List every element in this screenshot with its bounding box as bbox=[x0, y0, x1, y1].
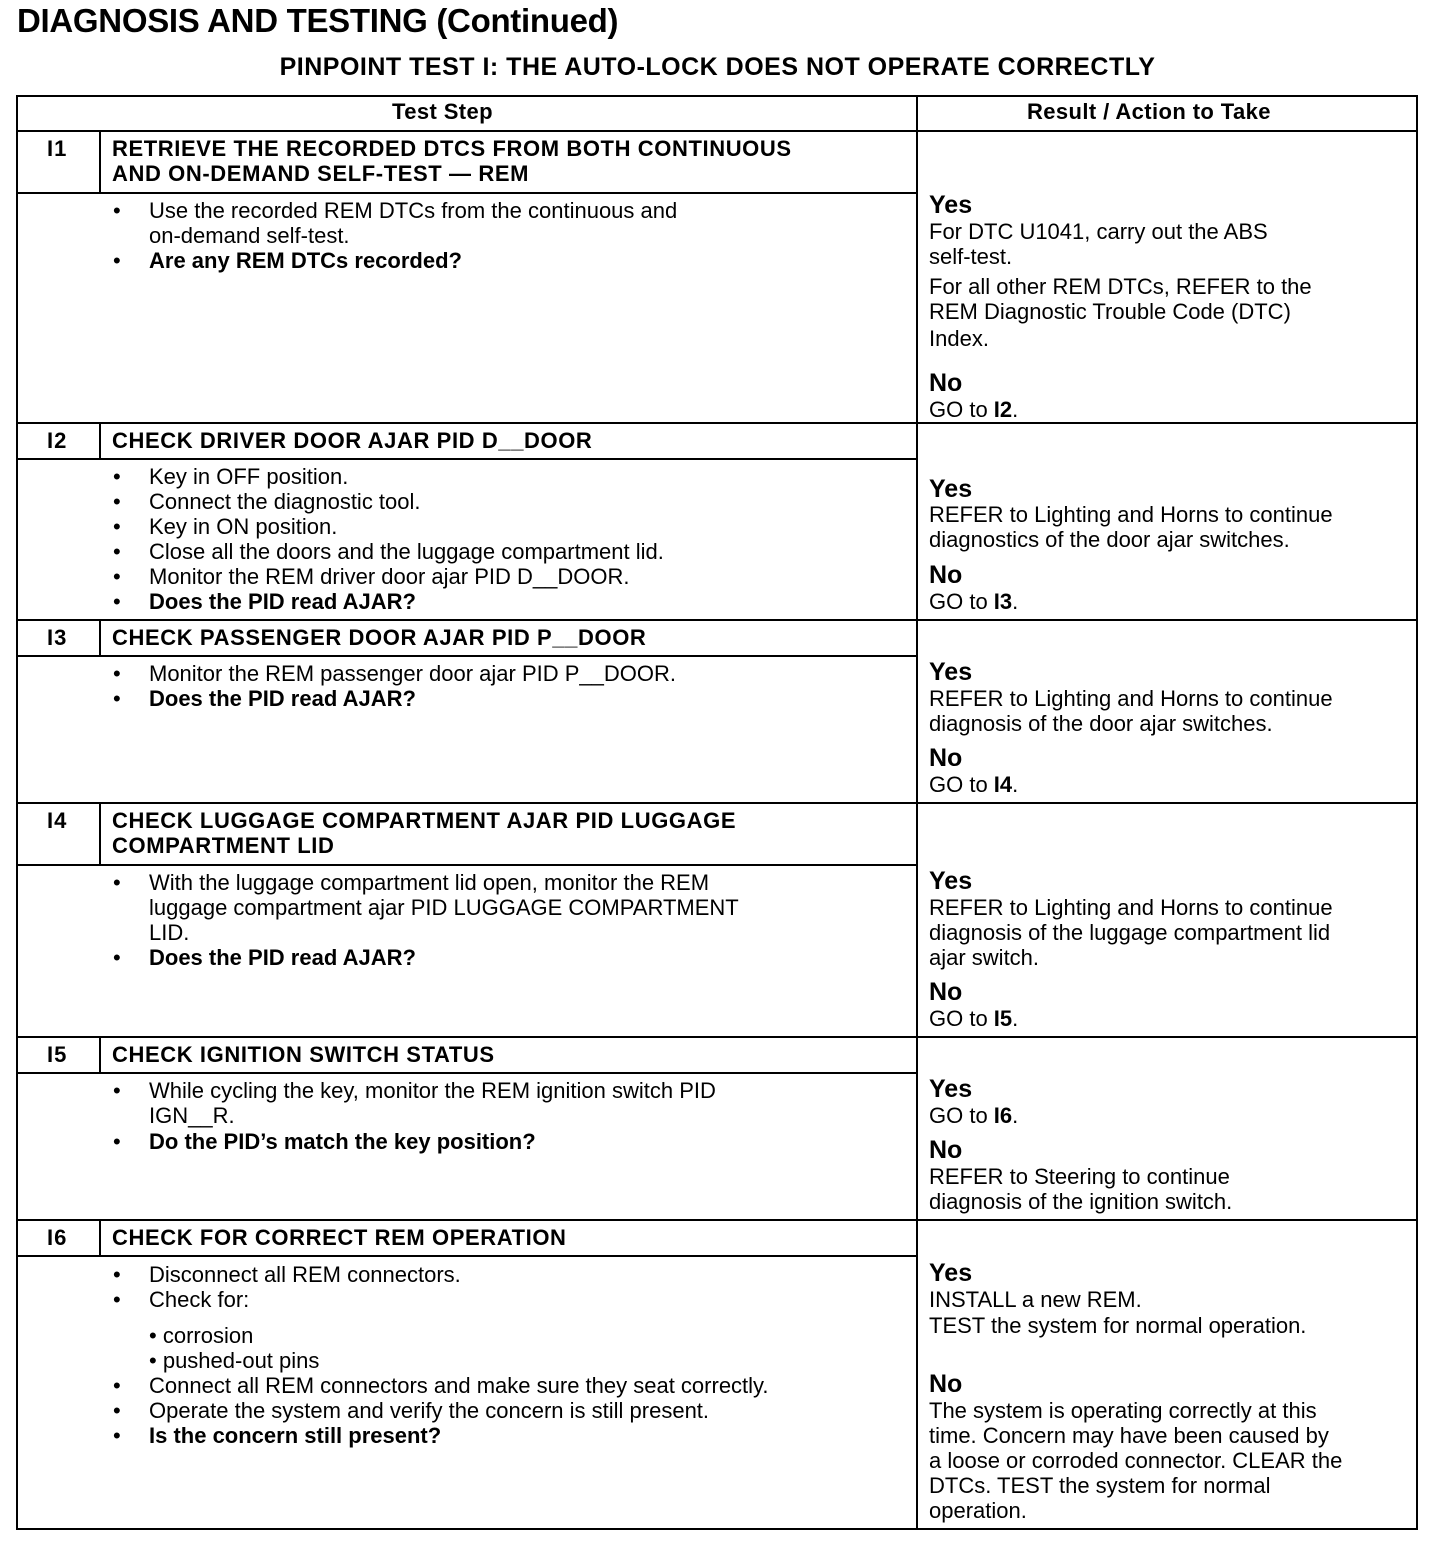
result-line: REFER to Lighting and Horns to continue bbox=[929, 502, 1333, 527]
result-line: TEST the system for normal operation. bbox=[929, 1313, 1307, 1338]
step-separator bbox=[16, 422, 1418, 424]
step-bullet: • Disconnect all REM connectors. bbox=[113, 1262, 461, 1287]
result-line: The system is operating correctly at this bbox=[929, 1398, 1317, 1423]
yes-action bbox=[929, 686, 1333, 736]
id-divider bbox=[99, 423, 101, 459]
step-question: • Do the PID’s match the key position? bbox=[113, 1129, 536, 1154]
step-separator bbox=[16, 1219, 1418, 1221]
no-label: No bbox=[929, 369, 963, 397]
header-divider bbox=[16, 130, 1418, 132]
no-action bbox=[929, 1164, 1232, 1214]
step-title bbox=[112, 625, 646, 650]
result-line: diagnosis of the luggage compartment lid bbox=[929, 920, 1331, 945]
step-id: I2 bbox=[47, 428, 68, 453]
step-title-line: CHECK LUGGAGE COMPARTMENT AJAR PID LUGGAGE bbox=[112, 808, 737, 833]
step-id: I5 bbox=[47, 1042, 68, 1067]
result-line: diagnostics of the door ajar switches. bbox=[929, 527, 1290, 552]
result-line: REFER to Lighting and Horns to continue bbox=[929, 895, 1333, 920]
step-title bbox=[112, 1225, 567, 1250]
column-divider bbox=[916, 95, 918, 1530]
yes-action: GO to I6. bbox=[929, 1103, 1019, 1128]
no-label: No bbox=[929, 978, 963, 1006]
yes-label: Yes bbox=[929, 658, 973, 686]
yes-action bbox=[929, 219, 1312, 351]
step-separator bbox=[16, 619, 1418, 621]
no-label: No bbox=[929, 561, 963, 589]
yes-action bbox=[929, 895, 1333, 970]
step-bullet: • Connect the diagnostic tool. bbox=[113, 489, 421, 514]
sub-item: • corrosion bbox=[149, 1323, 254, 1348]
bullet-dot: • bbox=[113, 248, 121, 273]
sub-item: • pushed-out pins bbox=[149, 1348, 320, 1373]
id-divider bbox=[99, 1220, 101, 1256]
table-border-left bbox=[16, 95, 18, 1530]
step-title-line: COMPARTMENT LID bbox=[112, 833, 335, 858]
yes-label: Yes bbox=[929, 1075, 973, 1103]
bullet-text: Use the recorded REM DTCs from the continuous and on-demand self-test. bbox=[149, 198, 678, 248]
step-separator bbox=[16, 802, 1418, 804]
no-label: No bbox=[929, 1136, 963, 1164]
id-divider bbox=[99, 1037, 101, 1073]
result-line: DTCs. TEST the system for normal bbox=[929, 1473, 1271, 1498]
step-bullet: • Key in ON position. bbox=[113, 514, 338, 539]
yes-label: Yes bbox=[929, 867, 973, 895]
step-title bbox=[112, 1042, 495, 1067]
no-action: GO to I4. bbox=[929, 772, 1019, 797]
result-line: a loose or corroded connector. CLEAR the bbox=[929, 1448, 1343, 1473]
pinpoint-test-title: PINPOINT TEST I: THE AUTO-LOCK DOES NOT OPERATE CORRECTLY bbox=[279, 53, 1156, 81]
step-bullet: • While cycling the key, monitor the REM ignition switch PID IGN__R. bbox=[113, 1078, 716, 1128]
result-line: diagnosis of the ignition switch. bbox=[929, 1189, 1233, 1214]
step-title-line: CHECK IGNITION SWITCH STATUS bbox=[112, 1042, 495, 1067]
step-title bbox=[112, 808, 736, 858]
page-title: DIAGNOSIS AND TESTING (Continued) bbox=[17, 2, 619, 39]
step-bullet bbox=[113, 198, 903, 248]
go-to-step-link[interactable]: I2 bbox=[993, 397, 1013, 422]
no-action: GO to I3. bbox=[929, 589, 1019, 614]
column-header-result: Result / Action to Take bbox=[1027, 99, 1271, 124]
step-bullet: • Close all the doors and the luggage compartment lid. bbox=[113, 539, 664, 564]
step-bullet: • Connect all REM connectors and make sure they seat correctly. bbox=[113, 1373, 769, 1398]
step-bullet: • Check for: bbox=[113, 1287, 250, 1312]
result-line: For all other REM DTCs, REFER to the bbox=[929, 274, 1312, 299]
result-line: REFER to Steering to continue bbox=[929, 1164, 1230, 1189]
yes-label: Yes bbox=[929, 1259, 973, 1287]
go-to-step-link[interactable]: I6 bbox=[993, 1103, 1013, 1128]
result-line: Index. bbox=[929, 326, 989, 351]
table-border-top bbox=[16, 95, 1418, 97]
go-to-step-link[interactable]: I3 bbox=[993, 589, 1013, 614]
title-underline bbox=[16, 192, 918, 194]
step-separator bbox=[16, 1036, 1418, 1038]
no-label: No bbox=[929, 744, 963, 772]
step-bullet: • Monitor the REM driver door ajar PID D__DOOR. bbox=[113, 564, 630, 589]
title-underline bbox=[16, 655, 918, 657]
bullet-dot: • bbox=[113, 198, 121, 223]
step-bullet: • With the luggage compartment lid open, monitor the REM luggage compartment ajar PID LUGGAGE COMPARTMENT LID. bbox=[113, 870, 739, 945]
step-id: I3 bbox=[47, 625, 68, 650]
result-line: REFER to Lighting and Horns to continue bbox=[929, 686, 1333, 711]
step-title-line: CHECK DRIVER DOOR AJAR PID D__DOOR bbox=[112, 428, 593, 453]
step-question bbox=[113, 248, 903, 273]
yes-label: Yes bbox=[929, 191, 973, 219]
result-line: operation. bbox=[929, 1498, 1027, 1523]
no-action: GO to I5. bbox=[929, 1006, 1019, 1031]
step-title bbox=[112, 428, 592, 453]
result-line: diagnosis of the door ajar switches. bbox=[929, 711, 1273, 736]
title-underline bbox=[16, 1072, 918, 1074]
step-bullet: • Key in OFF position. bbox=[113, 464, 349, 489]
step-title bbox=[112, 136, 792, 186]
yes-action bbox=[929, 502, 1333, 552]
result-line: REM Diagnostic Trouble Code (DTC) bbox=[929, 299, 1291, 324]
yes-label: Yes bbox=[929, 475, 973, 503]
id-divider bbox=[99, 131, 101, 193]
step-question: • Does the PID read AJAR? bbox=[113, 945, 416, 970]
table-border-right bbox=[1416, 95, 1418, 1530]
step-question: • Does the PID read AJAR? bbox=[113, 589, 416, 614]
yes-action bbox=[929, 1287, 1306, 1338]
go-to-step-link[interactable]: I4 bbox=[993, 772, 1013, 797]
step-title-line: AND ON-DEMAND SELF-TEST — REM bbox=[112, 161, 530, 186]
result-line: time. Concern may have been caused by bbox=[929, 1423, 1329, 1448]
step-title-line: CHECK PASSENGER DOOR AJAR PID P__DOOR bbox=[112, 625, 647, 650]
step-question: • Is the concern still present? bbox=[113, 1423, 442, 1448]
title-underline bbox=[16, 1255, 918, 1257]
result-line: ajar switch. bbox=[929, 945, 1040, 970]
title-underline bbox=[16, 864, 918, 866]
step-id: I4 bbox=[47, 808, 68, 833]
step-title-line: RETRIEVE THE RECORDED DTCS FROM BOTH CONTINUOUS bbox=[112, 136, 792, 161]
column-header-test-step: Test Step bbox=[392, 99, 493, 124]
step-id: I1 bbox=[47, 136, 68, 161]
step-bullet: • Monitor the REM passenger door ajar PID P__DOOR. bbox=[113, 661, 677, 686]
step-bullet: • Operate the system and verify the concern is still present. bbox=[113, 1398, 710, 1423]
go-to-step-link[interactable]: I5 bbox=[993, 1006, 1013, 1031]
bullet-text: Are any REM DTCs recorded? bbox=[149, 248, 462, 273]
no-label: No bbox=[929, 1370, 963, 1398]
title-underline bbox=[16, 458, 918, 460]
step-title-line: CHECK FOR CORRECT REM OPERATION bbox=[112, 1225, 567, 1250]
id-divider bbox=[99, 620, 101, 656]
step-question: • Does the PID read AJAR? bbox=[113, 686, 416, 711]
step-id: I6 bbox=[47, 1225, 68, 1250]
result-line: For DTC U1041, carry out the ABS bbox=[929, 219, 1268, 244]
no-action: GO to I2. bbox=[929, 397, 1019, 422]
id-divider bbox=[99, 803, 101, 865]
result-line: INSTALL a new REM. bbox=[929, 1287, 1142, 1312]
no-action bbox=[929, 1398, 1342, 1523]
result-line: self-test. bbox=[929, 244, 1013, 269]
table-border-bottom bbox=[16, 1528, 1418, 1530]
